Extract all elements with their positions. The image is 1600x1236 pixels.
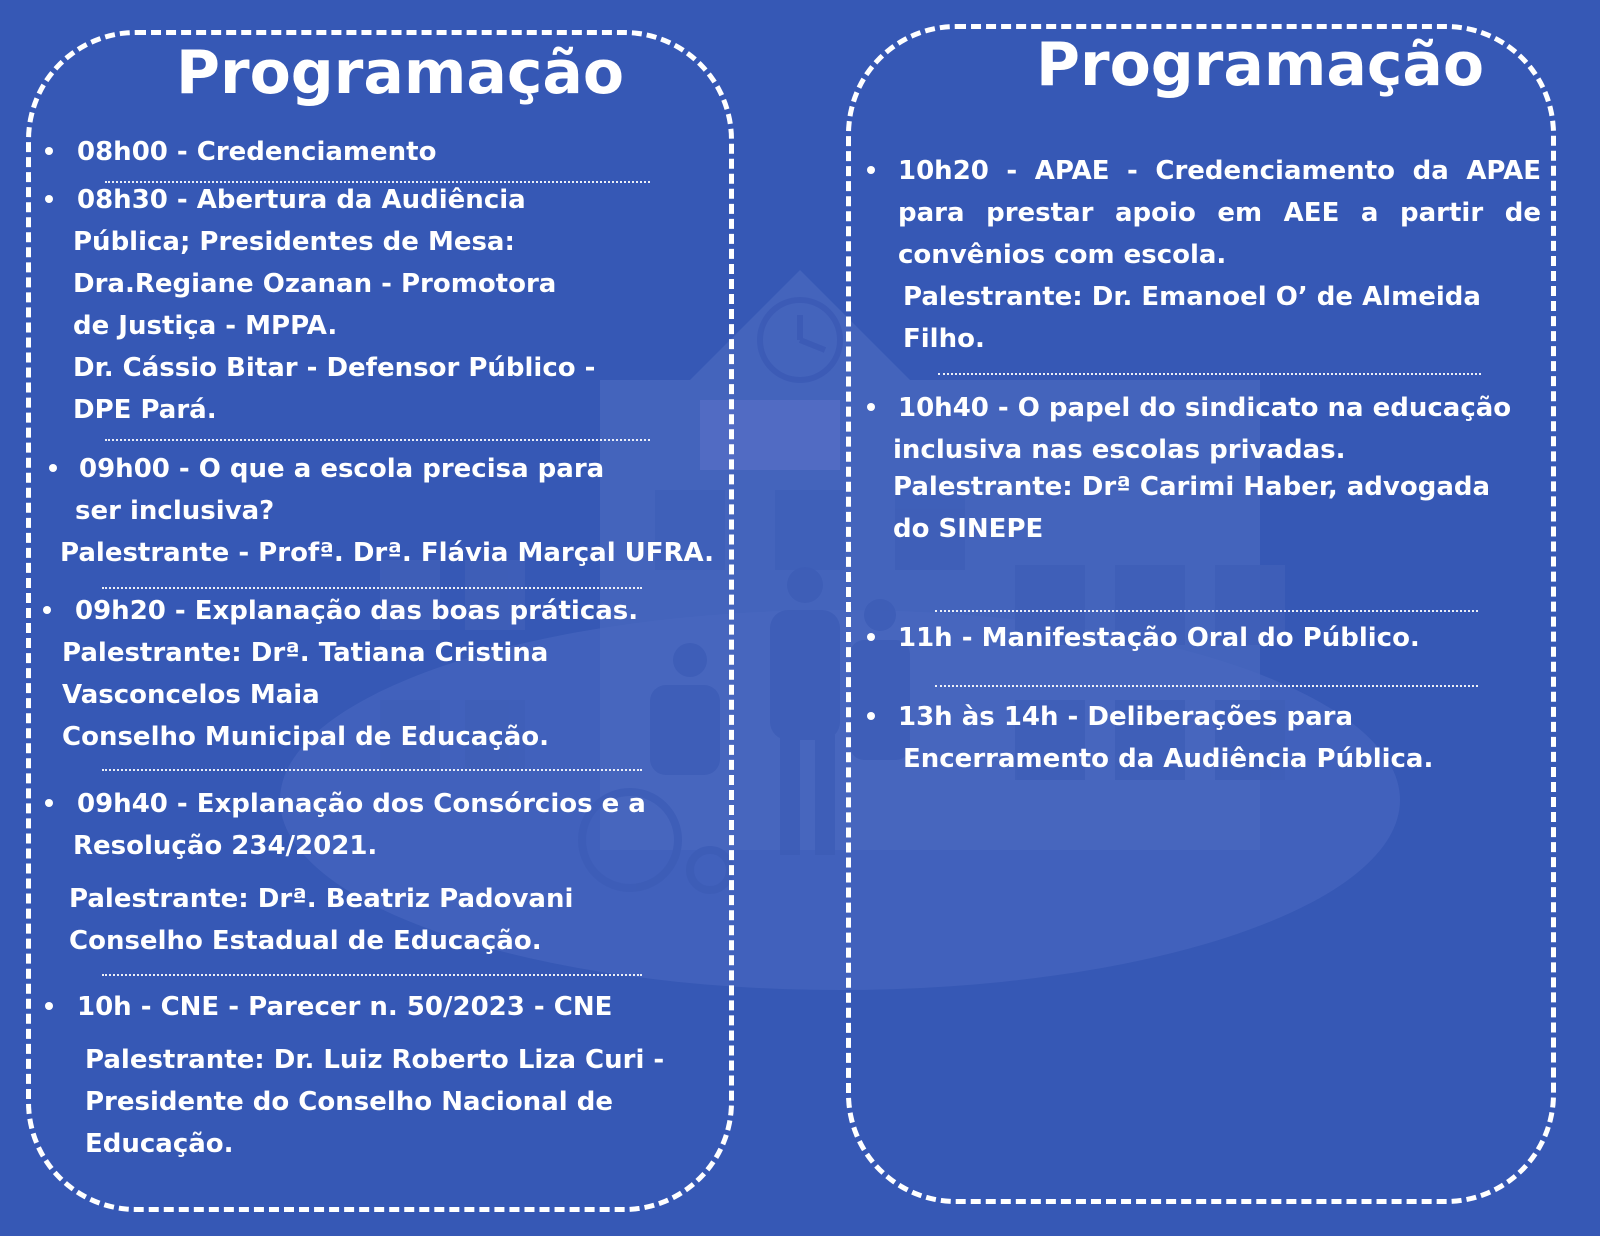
bullet-icon bbox=[867, 166, 875, 174]
bullet-icon bbox=[867, 403, 875, 411]
schedule-item-5-line-3: Educação. bbox=[85, 1129, 234, 1159]
schedule-item-1-line-0: 08h30 - Abertura da Audiência bbox=[77, 185, 526, 215]
bullet-icon bbox=[45, 195, 53, 203]
schedule-item-7-line-2: Palestrante: Drª Carimi Haber, advogada bbox=[893, 472, 1491, 502]
schedule-item-1-line-1: Pública; Presidentes de Mesa: bbox=[73, 227, 515, 257]
dotted-divider bbox=[102, 769, 642, 771]
bullet-icon bbox=[45, 1002, 53, 1010]
schedule-item-8-line-0: 11h - Manifestação Oral do Público. bbox=[898, 623, 1420, 653]
schedule-item-5-line-0: 10h - CNE - Parecer n. 50/2023 - CNE bbox=[77, 992, 613, 1022]
schedule-item-4-line-1: Resolução 234/2021. bbox=[73, 831, 378, 861]
schedule-item-2-line-1: ser inclusiva? bbox=[75, 496, 275, 526]
dotted-divider bbox=[938, 373, 1481, 375]
page-title-left: Programação bbox=[176, 38, 625, 108]
schedule-item-5-line-1: Palestrante: Dr. Luiz Roberto Liza Curi - bbox=[85, 1045, 665, 1075]
schedule-item-1-line-2: Dra.Regiane Ozanan - Promotora bbox=[73, 269, 557, 299]
schedule-item-6-line-3: Palestrante: Dr. Emanoel O’ de Almeida bbox=[903, 282, 1481, 312]
schedule-item-2-line-0: 09h00 - O que a escola precisa para bbox=[79, 454, 605, 484]
dotted-divider bbox=[102, 587, 642, 589]
bullet-icon bbox=[867, 712, 875, 720]
dotted-divider bbox=[935, 685, 1478, 687]
schedule-item-4-line-0: 09h40 - Explanação dos Consórcios e a bbox=[77, 789, 646, 819]
bullet-icon bbox=[43, 606, 51, 614]
schedule-item-4-line-3: Conselho Estadual de Educação. bbox=[69, 926, 542, 956]
schedule-item-1-line-3: de Justiça - MPPA. bbox=[73, 311, 338, 341]
bullet-icon bbox=[45, 147, 53, 155]
page-title-right: Programação bbox=[1036, 30, 1485, 100]
schedule-item-1-line-4: Dr. Cássio Bitar - Defensor Público - bbox=[73, 353, 596, 383]
schedule-item-7-line-0: 10h40 - O papel do sindicato na educação bbox=[898, 393, 1512, 423]
schedule-item-1-line-5: DPE Pará. bbox=[73, 395, 217, 425]
dotted-divider bbox=[105, 439, 650, 441]
schedule-item-3-line-2: Vasconcelos Maia bbox=[62, 680, 320, 710]
schedule-item-3-line-3: Conselho Municipal de Educação. bbox=[62, 722, 549, 752]
schedule-item-9-line-0: 13h às 14h - Deliberações para bbox=[898, 702, 1354, 732]
schedule-item-7-line-1: inclusiva nas escolas privadas. bbox=[893, 435, 1346, 465]
schedule-item-7-line-3: do SINEPE bbox=[893, 514, 1044, 544]
bullet-icon bbox=[49, 464, 57, 472]
schedule-item-5-line-2: Presidente do Conselho Nacional de bbox=[85, 1087, 613, 1117]
schedule-item-3-line-0: 09h20 - Explanação das boas práticas. bbox=[75, 596, 639, 626]
dotted-divider bbox=[935, 610, 1478, 612]
bullet-icon bbox=[45, 799, 53, 807]
schedule-item-9-line-1: Encerramento da Audiência Pública. bbox=[903, 744, 1434, 774]
dotted-divider bbox=[102, 974, 642, 976]
schedule-item-4-line-2: Palestrante: Drª. Beatriz Padovani bbox=[69, 884, 574, 914]
bullet-icon bbox=[867, 633, 875, 641]
schedule-item-0-line-0: 08h00 - Credenciamento bbox=[77, 137, 437, 167]
schedule-item-2-line-2: Palestrante - Profª. Drª. Flávia Marçal UFRA. bbox=[60, 538, 715, 568]
schedule-item-3-line-1: Palestrante: Drª. Tatiana Cristina bbox=[62, 638, 549, 668]
schedule-item-6-line-2: convênios com escola. bbox=[898, 240, 1227, 270]
schedule-item-6-line-0: 10h20 - APAE - Credenciamento da APAE bbox=[898, 156, 1541, 186]
schedule-item-6-line-1: para prestar apoio em AEE a partir de bbox=[898, 198, 1541, 228]
schedule-item-6-line-4: Filho. bbox=[903, 324, 985, 354]
